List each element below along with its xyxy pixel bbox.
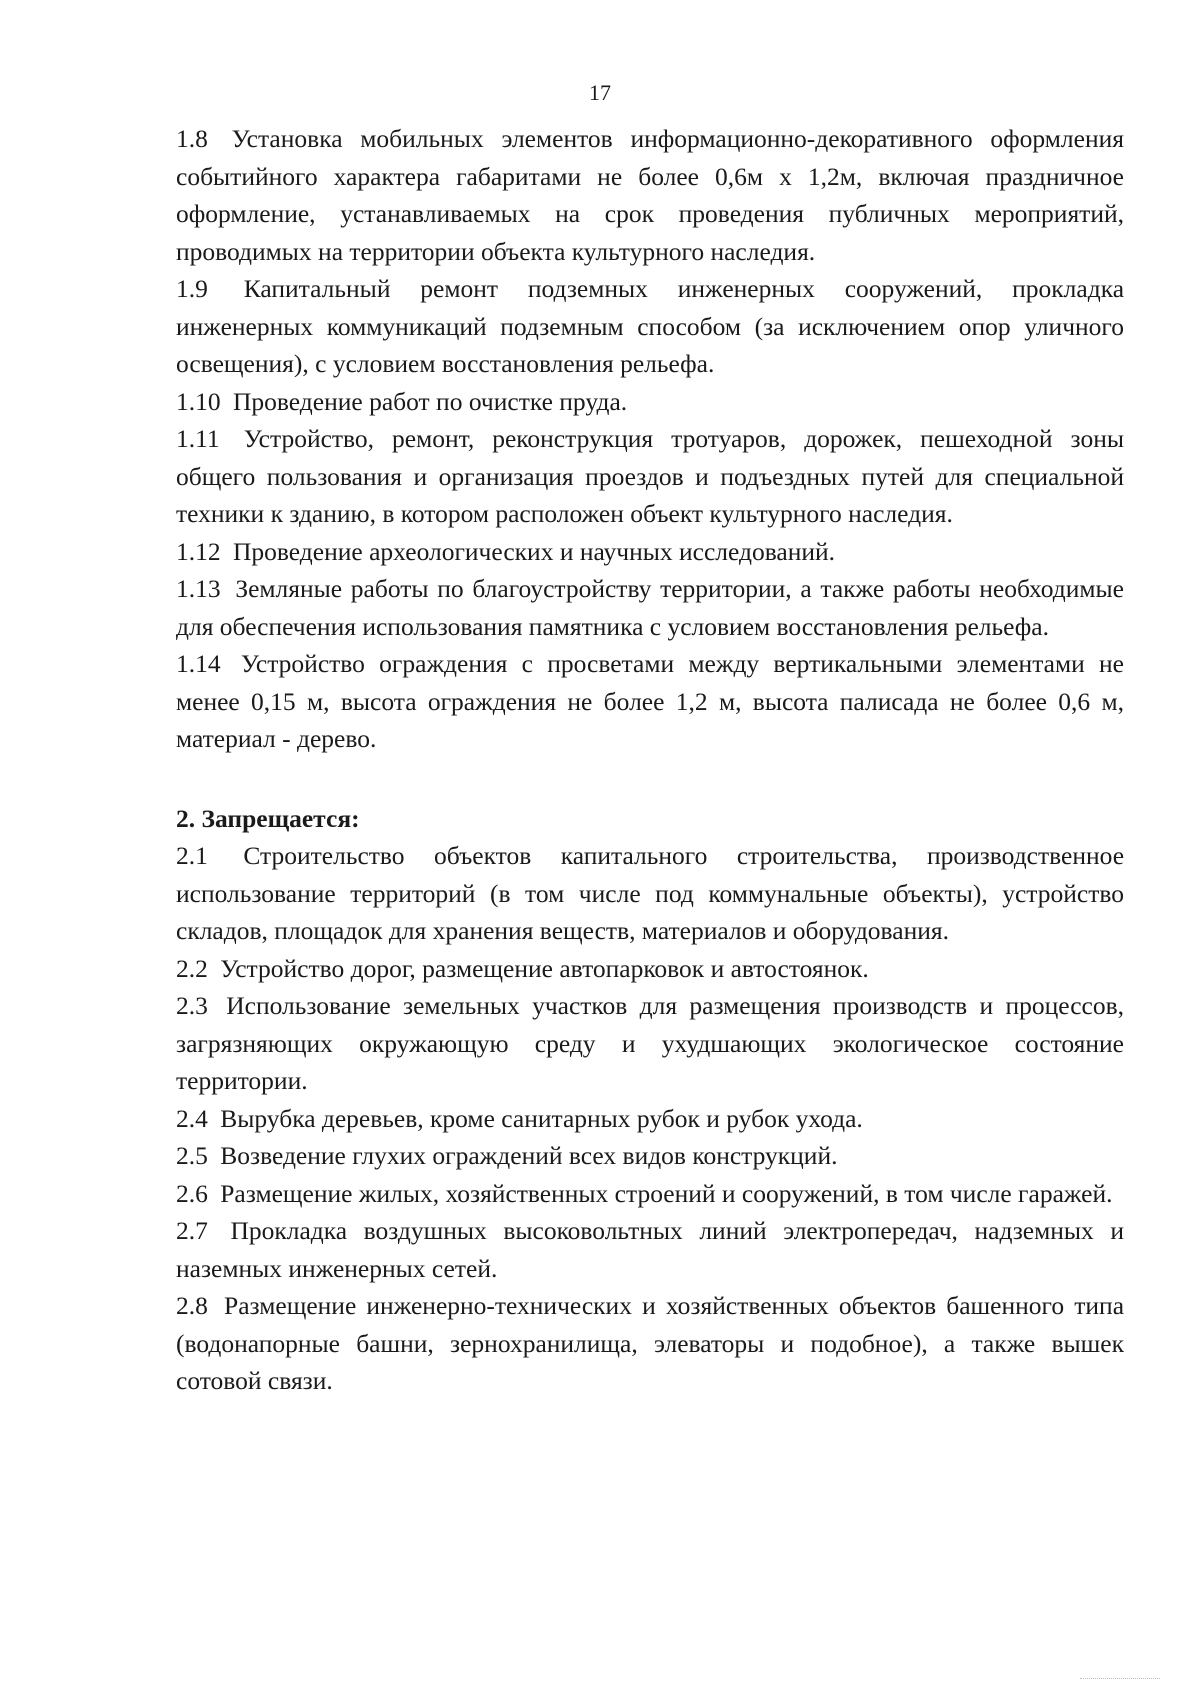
- section-1-list: [176, 120, 1124, 758]
- item-text: Размещение инженерно-технических и хозяйственных объектов башенного типа (водонапорные башни, зернохранилища, элеваторы и подобное), а также вышек сотовой связи.: [176, 1291, 1125, 1395]
- item-number: 2.8: [176, 1291, 208, 1320]
- list-item: [176, 1175, 1124, 1213]
- item-text: Капитальный ремонт подземных инженерных сооружений, прокладка инженерных коммуникаций подземным способом (за исключением опор уличного освещения), с условием восстановления рельефа.: [176, 274, 1125, 378]
- scan-artifact: [1080, 1678, 1160, 1689]
- page-number: 17: [589, 80, 611, 105]
- item-text: Проведение работ по очистке пруда.: [233, 386, 628, 416]
- item-text: Устройство, ремонт, реконструкция тротуаров, дорожек, пешеходной зоны общего пользования и организация проездов и подъездных путей для специальной техники к зданию, в котором расположен объект культурного наследия.: [176, 424, 1124, 528]
- item-number: 2.3: [176, 991, 208, 1020]
- item-number: 1.9: [176, 274, 208, 303]
- item-text: Возведение глухих ограждений всех видов конструкций.: [220, 1141, 838, 1170]
- list-item: [176, 1100, 1124, 1138]
- item-text: Размещение жилых, хозяйственных строений и сооружений, в том числе гаражей.: [220, 1178, 1113, 1208]
- section-heading: 2. Запрещается:: [176, 803, 360, 833]
- list-item: [176, 1137, 1124, 1175]
- list-item: [176, 533, 1124, 571]
- item-number: 1.10: [176, 386, 221, 416]
- list-item: [176, 383, 1124, 421]
- list-item: [176, 987, 1124, 1100]
- item-text: Устройство дорог, размещение автопарковок и автостоянок.: [220, 953, 869, 983]
- item-number: 1.13: [176, 574, 221, 603]
- list-item: [176, 837, 1124, 950]
- list-item: [176, 270, 1124, 383]
- item-text: Проведение археологических и научных исследований.: [233, 536, 836, 566]
- section-2-list: [176, 837, 1124, 1400]
- item-number: 2.2: [176, 953, 208, 983]
- list-item: [176, 950, 1124, 988]
- item-text: Использование земельных участков для размещения производств и процессов, загрязняющих окружающую среду и ухудшающих экологическое состояние территории.: [176, 991, 1125, 1095]
- list-item: [176, 1287, 1124, 1400]
- item-number: 2.6: [176, 1178, 208, 1208]
- item-text: Строительство объектов капитального строительства, производственное использование территорий (в том числе под коммунальные объекты), устройство складов, площадок для хранения веществ, материалов и оборудования.: [176, 841, 1125, 945]
- list-item: [176, 645, 1124, 758]
- list-item: [176, 120, 1124, 270]
- item-number: 1.11: [176, 424, 220, 453]
- list-item: [176, 1212, 1124, 1287]
- item-number: 2.4: [176, 1103, 208, 1133]
- document-body: [176, 120, 1124, 1400]
- item-text: Земляные работы по благоустройству территории, а также работы необходимые для обеспечения использования памятника с условием восстановления рельефа.: [176, 574, 1124, 641]
- item-text: Устройство ограждения с просветами между вертикальными элементами не менее 0,15 м, высота ограждения не более 1,2 м, высота палисада не более 0,6 м, материал - дерево.: [176, 649, 1124, 753]
- item-number: 2.7: [176, 1216, 208, 1245]
- list-item: [176, 570, 1124, 645]
- item-number: 1.12: [176, 536, 221, 566]
- list-item: [176, 420, 1124, 533]
- item-text: Прокладка воздушных высоковольтных линий электропередач, надземных и наземных инженерных сетей.: [176, 1216, 1125, 1283]
- item-text: Установка мобильных элементов информационно-декоративного оформления событийного характера габаритами не более 0,6м х 1,2м, включая праздничное оформление, устанавливаемых на срок проведения публичных мероприятий, проводимых на территории объекта культурного наследия.: [176, 124, 1125, 266]
- item-number: 1.14: [176, 649, 221, 678]
- item-number: 2.5: [176, 1141, 208, 1170]
- item-text: Вырубка деревьев, кроме санитарных рубок и рубок ухода.: [220, 1103, 863, 1133]
- item-number: 1.8: [176, 124, 208, 153]
- item-number: 2.1: [176, 841, 208, 870]
